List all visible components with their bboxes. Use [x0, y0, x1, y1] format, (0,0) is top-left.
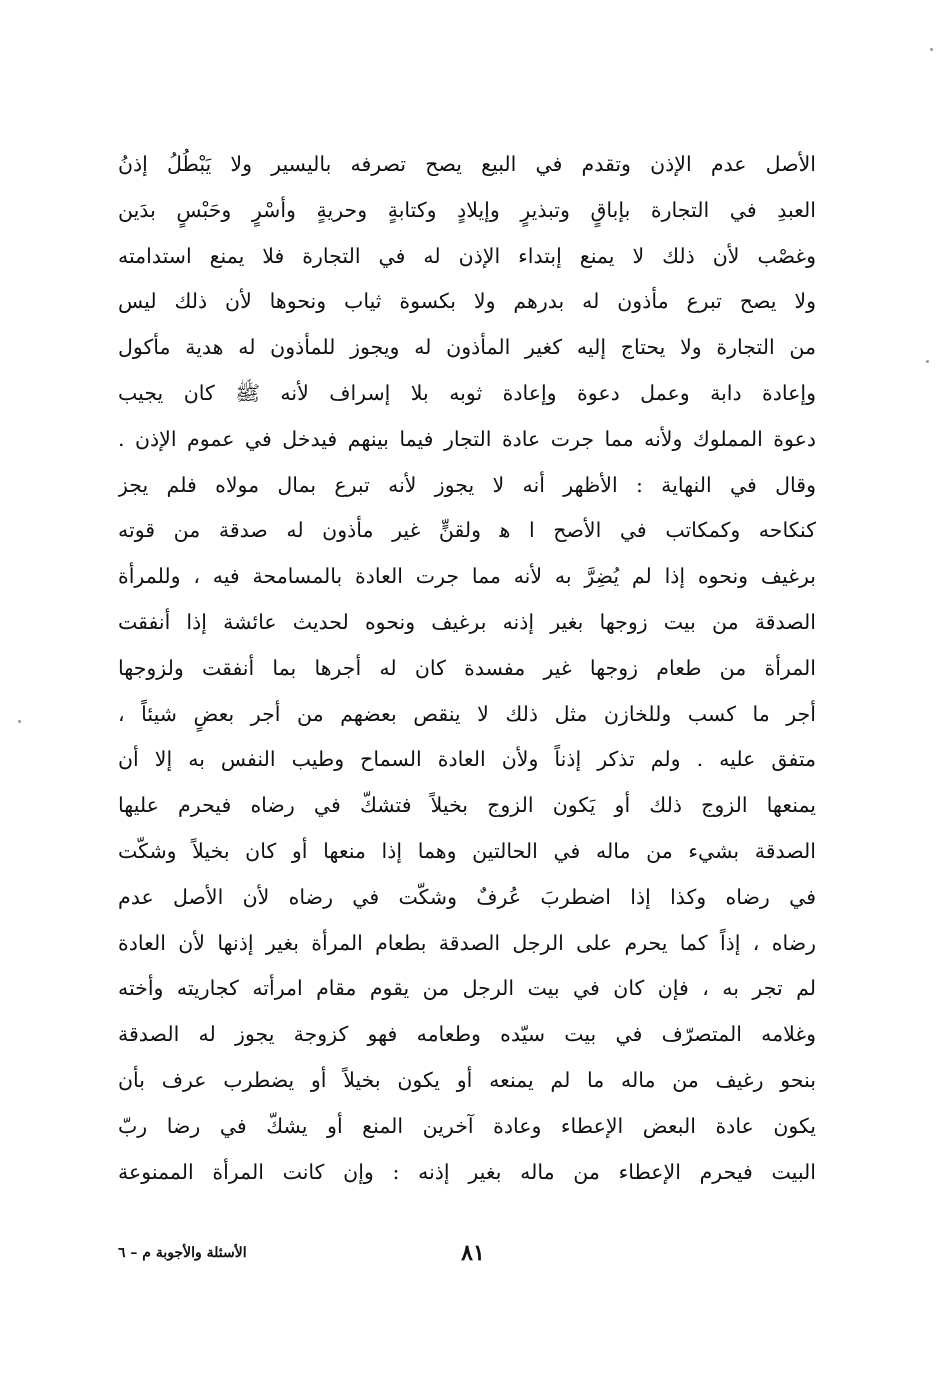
text-line: يكون عادة البعض الإعطاء وعادة آخرين المنع أو يشكّ في رضا ربّ — [118, 1113, 816, 1138]
text-line: رضاه ، إذاً كما يحرم على الرجل الصدقة بطعام المرأة بغير إذنها لأن العادة — [118, 930, 816, 955]
text-line: وغلامه المتصرّف في بيت سيّده وطعامه فهو كزوجة يجوز له الصدقة — [118, 1022, 816, 1047]
text-line: وإعادة دابة وعمل دعوة وإعادة ثوبه بلا إسراف لأنه ﷺ كان يجيب — [118, 380, 816, 405]
text-line: العبدِ في التجارة بإباقٍ وتبذيرٍ وإيلادٍ وكتابةٍ وحريةٍ وأسْرٍ وحَبْسٍ بدَين — [118, 197, 816, 222]
signature-mark: الأسئلة والأجوبة م – ٦ — [118, 1245, 247, 1261]
scan-speck — [926, 360, 929, 363]
text-line: البيت فيحرم الإعطاء من ماله بغير إذنه : وإن كانت المرأة الممنوعة — [118, 1159, 816, 1184]
text-line: بنحو رغيف من ماله ما لم يمنعه أو يكون بخيلاً أو يضطرب عرف بأن — [118, 1067, 816, 1092]
text-line: الصدقة من بيت زوجها بغير إذنه برغيف ونحوه لحديث عائشة إذا أنفقت — [118, 609, 816, 634]
page-number: ٨١ — [461, 1240, 485, 1266]
text-line: وقال في النهاية : الأظهر أنه لا يجوز لأنه تبرع بمال مولاه فلم يجز — [118, 472, 816, 497]
text-line: دعوة المملوك ولأنه مما جرت عادة التجار فيما بينهم فيدخل في عموم الإذن . — [118, 426, 816, 451]
text-line: وغصْب لأن ذلك لا يمنع إبتداء الإذن له في التجارة فلا يمنع استدامته — [118, 243, 816, 268]
text-line: المرأة من طعام زوجها غير مفسدة كان له أجرها بما أنفقت ولزوجها — [118, 655, 816, 680]
body-text — [118, 142, 816, 1195]
text-line: برغيف ونحوه إذا لم يُضِرَّ به لأنه مما جرت العادة بالمسامحة فيه ، وللمرأة — [118, 564, 816, 589]
text-line: الصدقة بشيء من ماله في الحالتين وهما إذا منعها أو كان بخيلاً وشكّت — [118, 838, 816, 863]
text-line: في رضاه وكذا إذا اضطربَ عُرفٌ وشكّت في رضاه لأن الأصل عدم — [118, 884, 816, 909]
text-line: من التجارة ولا يحتاج إليه كغير المأذون له ويجوز للمأذون له هدية مأكول — [118, 335, 816, 360]
text-line: كنكاحه وكمكاتب في الأصح ا ﻫ ولقنٍّ غير مأذون له صدقة من قوته — [118, 518, 816, 543]
text-line: متفق عليه . ولم تذكر إذناً ولأن العادة السماح وطيب النفس به إلا أن — [118, 747, 816, 772]
text-line: أجر ما كسب وللخازن مثل ذلك لا ينقص بعضهم من أجر بعضٍ شيئاً ، — [118, 701, 816, 726]
scan-speck — [18, 720, 21, 723]
text-line: ولا يصح تبرع مأذون له بدرهم ولا بكسوة ثياب ونحوها لأن ذلك ليس — [118, 289, 816, 314]
text-line: يمنعها الزوج ذلك أو يَكون الزوج بخيلاً فتشكّ في رضاه فيحرم عليها — [118, 793, 816, 818]
scan-speck — [930, 48, 933, 51]
text-line: لم تجر به ، فإن كان في بيت الرجل من يقوم مقام امرأته كجاريته وأخته — [118, 976, 816, 1001]
page-footer — [0, 1236, 946, 1270]
text-line: الأصل عدم الإذن وتقدم في البيع يصح تصرفه باليسير ولا يَبْطُلُ إذنُ — [118, 152, 816, 176]
